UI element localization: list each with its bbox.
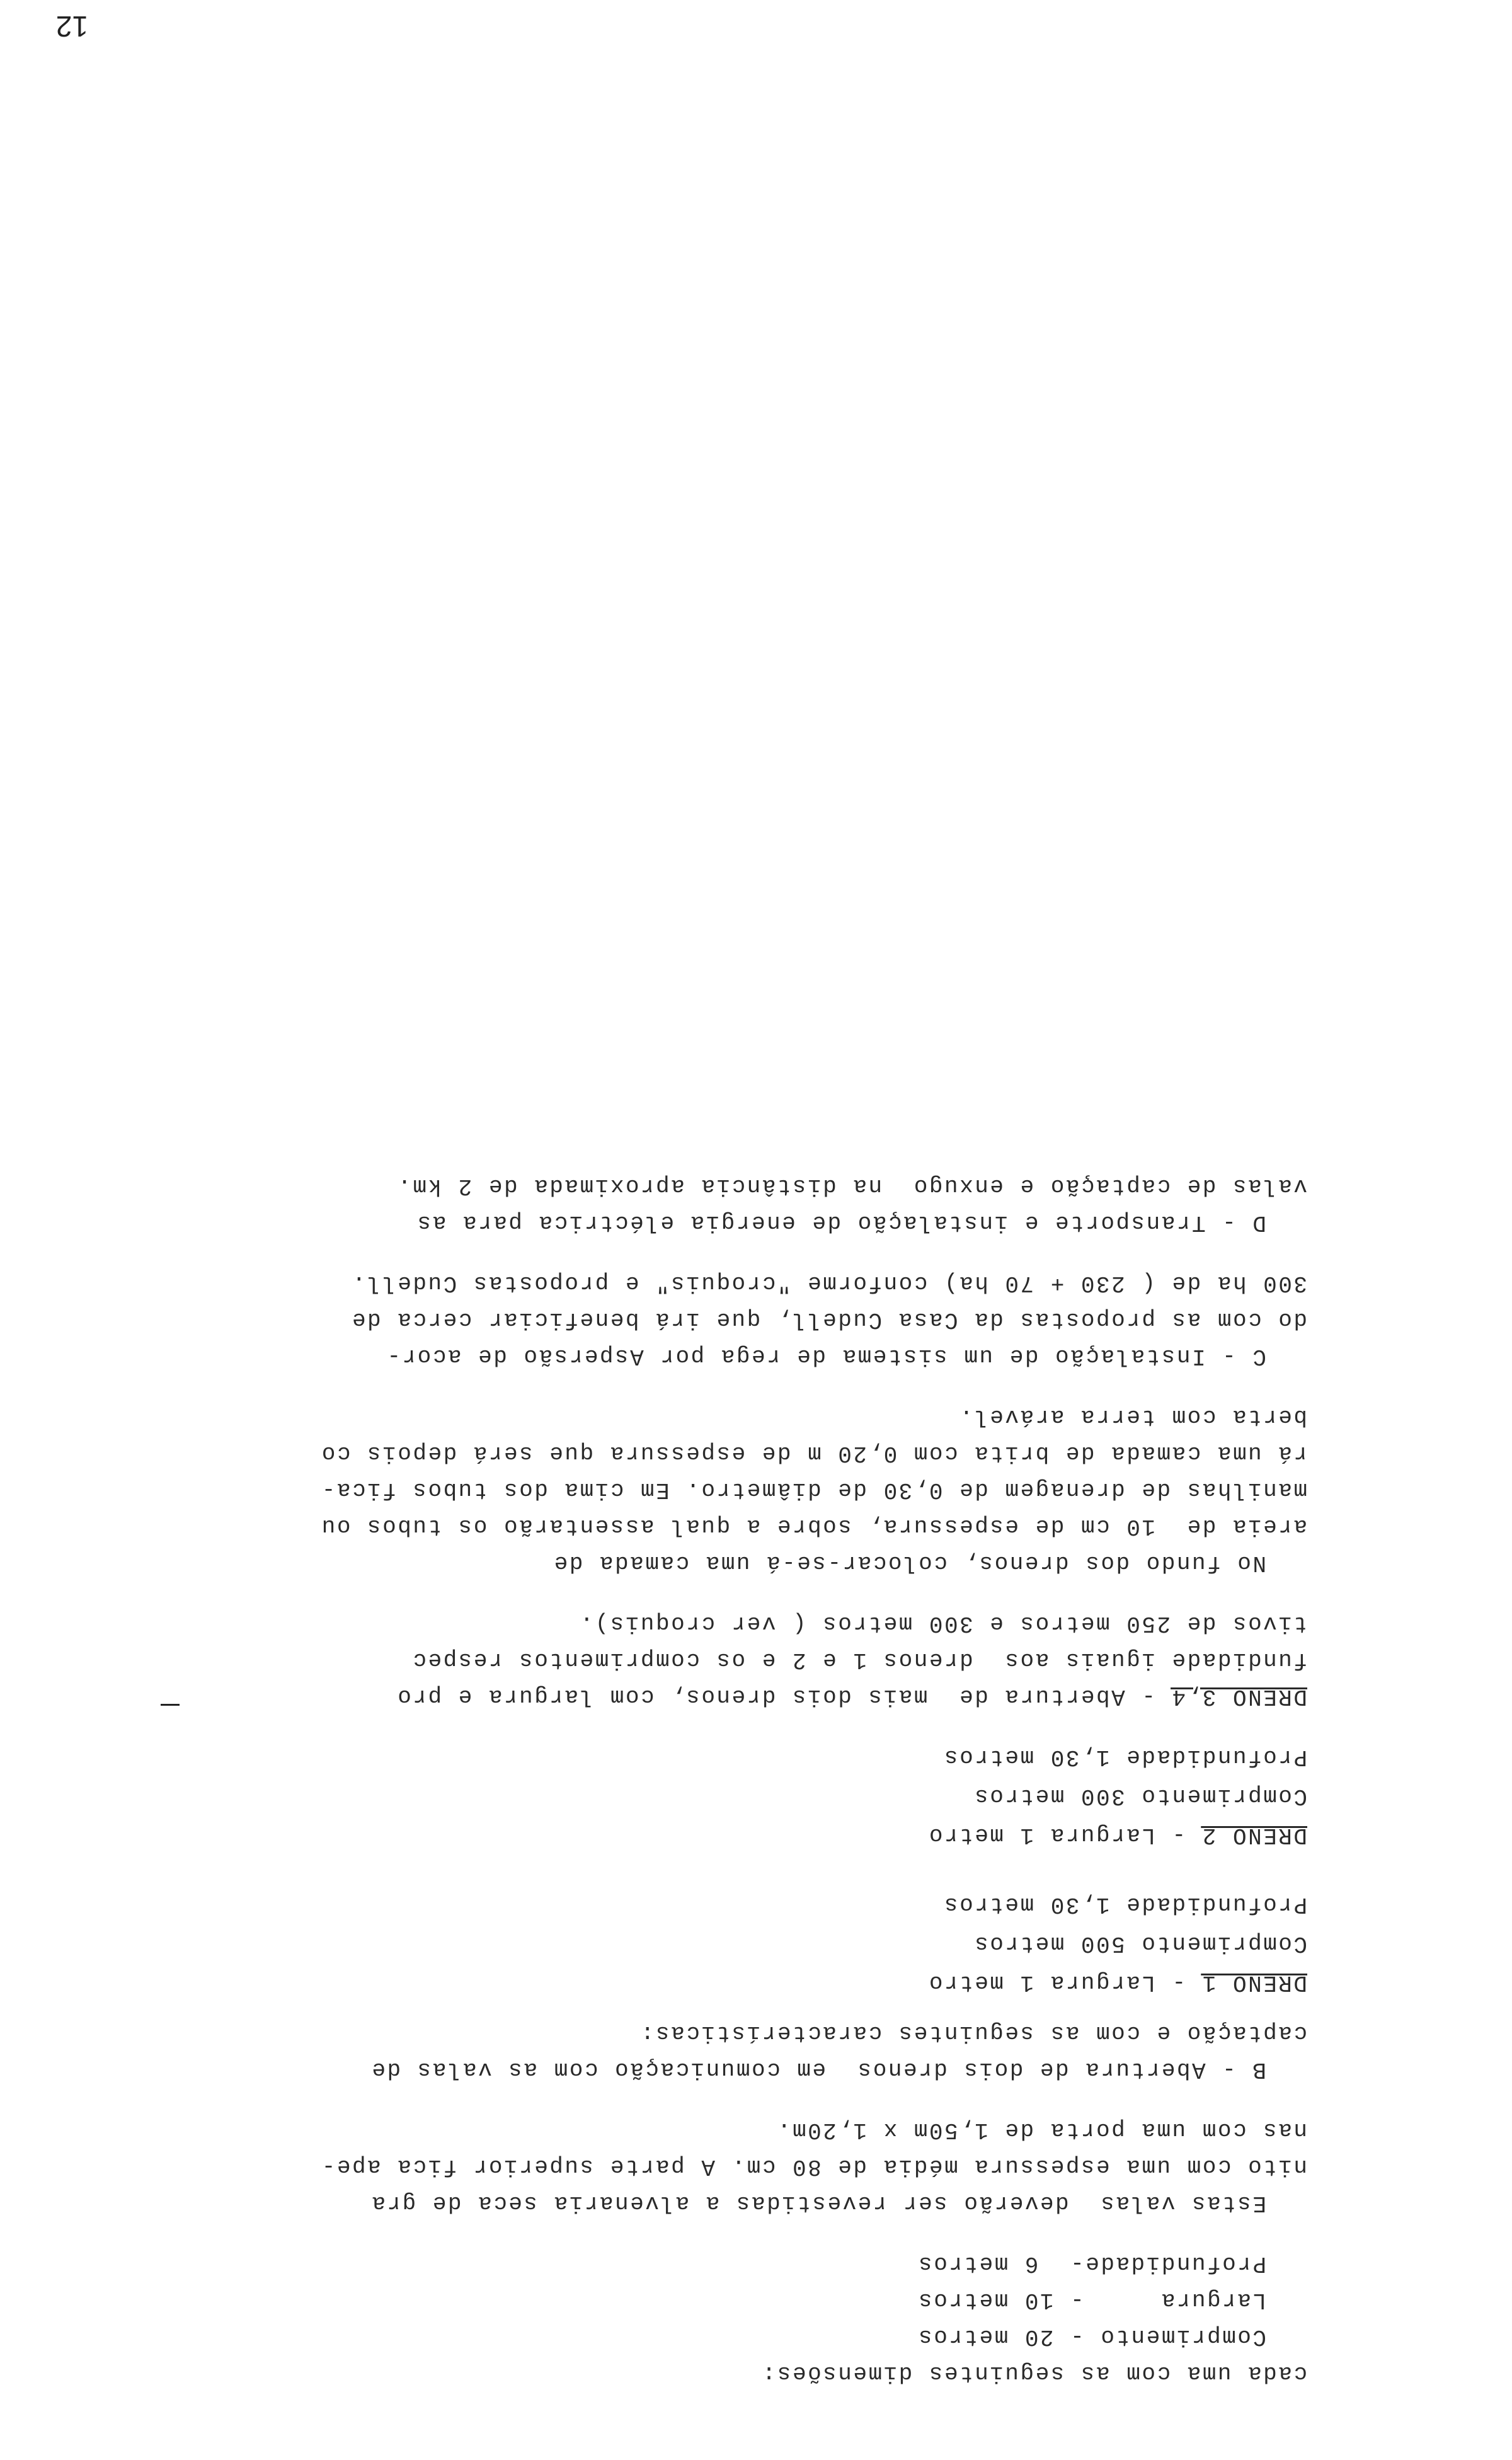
text-line: B - Abertura de dois drenos em comunicação com as valas de <box>370 2057 1266 2083</box>
text-line: do com as propostas da Casa Cudell, que irá beneficiar cerca de <box>350 1307 1307 1333</box>
text-line: tivos de 250 metros e 300 metros ( ver croquis). <box>578 1611 1307 1636</box>
text-line: Profundidade 1,30 metros <box>942 1744 1307 1770</box>
text-line: cada uma com as seguintes dimensões: <box>760 2360 1307 2386</box>
text-line: Comprimento - 20 metros <box>917 2324 1266 2350</box>
text-line: 300 ha de ( 230 + 70 ha) conforme "croquis" e propostas Cudell. <box>350 1270 1307 1296</box>
heading-dreno-1: DRENO 1 - Largura 1 metro <box>927 1970 1307 1996</box>
text-line: Comprimento 300 metros <box>973 1783 1307 1809</box>
text-line: Largura - 10 metros <box>917 2287 1266 2313</box>
text-line: berta com terra arável. <box>958 1404 1307 1430</box>
text-line: No fundo dos drenos, colocar-se-á uma camada de <box>553 1550 1266 1576</box>
text-line: fundidade iguais aos drenos 1 e 2 e os comprimentos respec <box>411 1647 1307 1673</box>
text-line: Comprimento 500 metros <box>973 1931 1307 1957</box>
text-line: captação e com as seguintes características: <box>639 2020 1307 2046</box>
text-line: nas com uma porta de 1,50m x 1,20m. <box>776 2117 1307 2143</box>
text-line: D - Transporte e instalação de energia eléctrica para as <box>416 1210 1266 1236</box>
text-line: manilhas de drenagem de 0,30 de diâmetro. Em cima dos tubos fica- <box>320 1477 1307 1503</box>
text-line: rá uma camada de brita com 0,20 m de espessura que será depois co <box>320 1440 1307 1466</box>
text-line: Profundidade- 6 metros <box>917 2251 1266 2277</box>
text-line: C - Instalação de um sistema de rega por Aspersão de acor- <box>385 1343 1266 1369</box>
page-number: 12 <box>55 10 88 43</box>
text-line: Profundidade 1,30 metros <box>942 1892 1307 1917</box>
text-line: valas de captação e enxugo na distância aproximada de 2 km. <box>396 1173 1307 1199</box>
text-line: nito com uma espessura média de 80 cm. A parte superior fica ape- <box>320 2154 1307 2180</box>
margin-mark <box>161 1704 180 1706</box>
text-line: Estas valas deverão ser revestidas a alvenaria seca de gra <box>370 2190 1266 2216</box>
heading-dreno-2: DRENO 2 - Largura 1 metro <box>927 1822 1307 1848</box>
text-line: areia de 10 cm de espessura, sobre a qual assentarão os tubos ou <box>320 1514 1307 1539</box>
heading-dreno-3-4: DRENO 3,4 - Abertura de mais dois drenos, com largura e pro <box>396 1684 1307 1710</box>
